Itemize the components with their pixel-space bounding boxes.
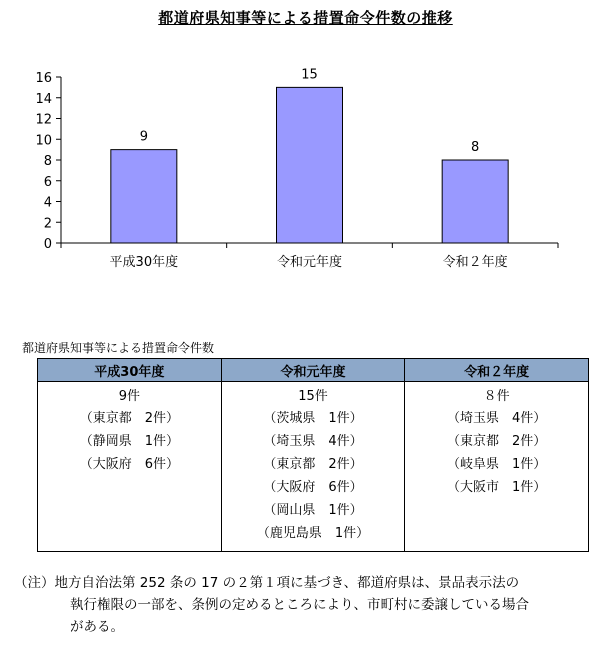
case-item: （鹿児島県 1件）	[256, 526, 370, 541]
total-r2: ８件	[483, 389, 510, 404]
y-tick-label: 12	[35, 112, 52, 128]
y-tick-label: 6	[43, 174, 52, 190]
footnote-line: がある。	[70, 619, 124, 635]
page-title: 都道府県知事等による措置命令件数の推移	[158, 9, 453, 27]
total-h30: 9件	[118, 389, 140, 404]
cases-table	[37, 358, 589, 552]
y-tick-label: 0	[43, 237, 52, 252]
case-item: （東京都 2件）	[263, 457, 363, 472]
header-h30: 平成30年度	[38, 359, 222, 382]
x-tick-label: 平成30年度	[109, 255, 179, 270]
header-r2: 令和２年度	[405, 359, 589, 382]
table-caption: 都道府県知事等による措置命令件数	[22, 341, 215, 355]
header-r1: 令和元年度	[221, 359, 405, 382]
cell-h30	[38, 382, 222, 552]
y-tick-label: 4	[43, 195, 52, 211]
case-item: （埼玉県 4件）	[447, 411, 547, 426]
y-tick-label: 2	[43, 216, 52, 232]
bar-chart	[0, 50, 611, 280]
cell-r1	[221, 382, 405, 552]
y-tick-label: 10	[35, 133, 52, 149]
y-axis	[35, 71, 61, 252]
cell-r2	[405, 382, 589, 552]
total-r1: 15件	[298, 389, 328, 404]
y-tick-label: 14	[35, 91, 52, 107]
bar	[277, 87, 343, 243]
case-item: （静岡県 1件）	[79, 434, 179, 449]
case-item: （茨城県 1件）	[263, 411, 363, 426]
case-item: （東京都 2件）	[447, 434, 547, 449]
bar	[442, 160, 508, 243]
case-item: （岐阜県 1件）	[447, 457, 547, 472]
bar	[111, 150, 177, 243]
x-tick-label: 令和元年度	[276, 255, 343, 270]
table-header-row	[38, 359, 589, 382]
footnote	[14, 572, 604, 638]
data-label: 8	[471, 140, 480, 155]
case-item: （岡山県 1件）	[263, 503, 363, 518]
case-item: （東京都 2件）	[79, 411, 179, 426]
case-item: （大阪府 6件）	[263, 480, 363, 495]
bars	[111, 67, 508, 243]
y-tick-label: 8	[43, 154, 52, 169]
case-item: （埼玉県 4件）	[263, 434, 363, 449]
y-tick-label: 16	[35, 71, 52, 86]
case-item: （大阪市 1件）	[447, 480, 547, 495]
table-row	[38, 382, 589, 552]
data-label: 15	[301, 67, 318, 83]
x-tick-label: 令和２年度	[442, 255, 508, 270]
footnote-line: 執行権限の一部を、条例の定めるところにより、市町村に委譲している場合	[70, 597, 529, 613]
data-label: 9	[139, 129, 148, 145]
x-axis	[61, 243, 558, 270]
footnote-line: （注）地方自治法第 252 条の 17 の２第１項に基づき、都道府県は、景品表示法の	[14, 575, 520, 591]
case-item: （大阪府 6件）	[79, 457, 179, 472]
